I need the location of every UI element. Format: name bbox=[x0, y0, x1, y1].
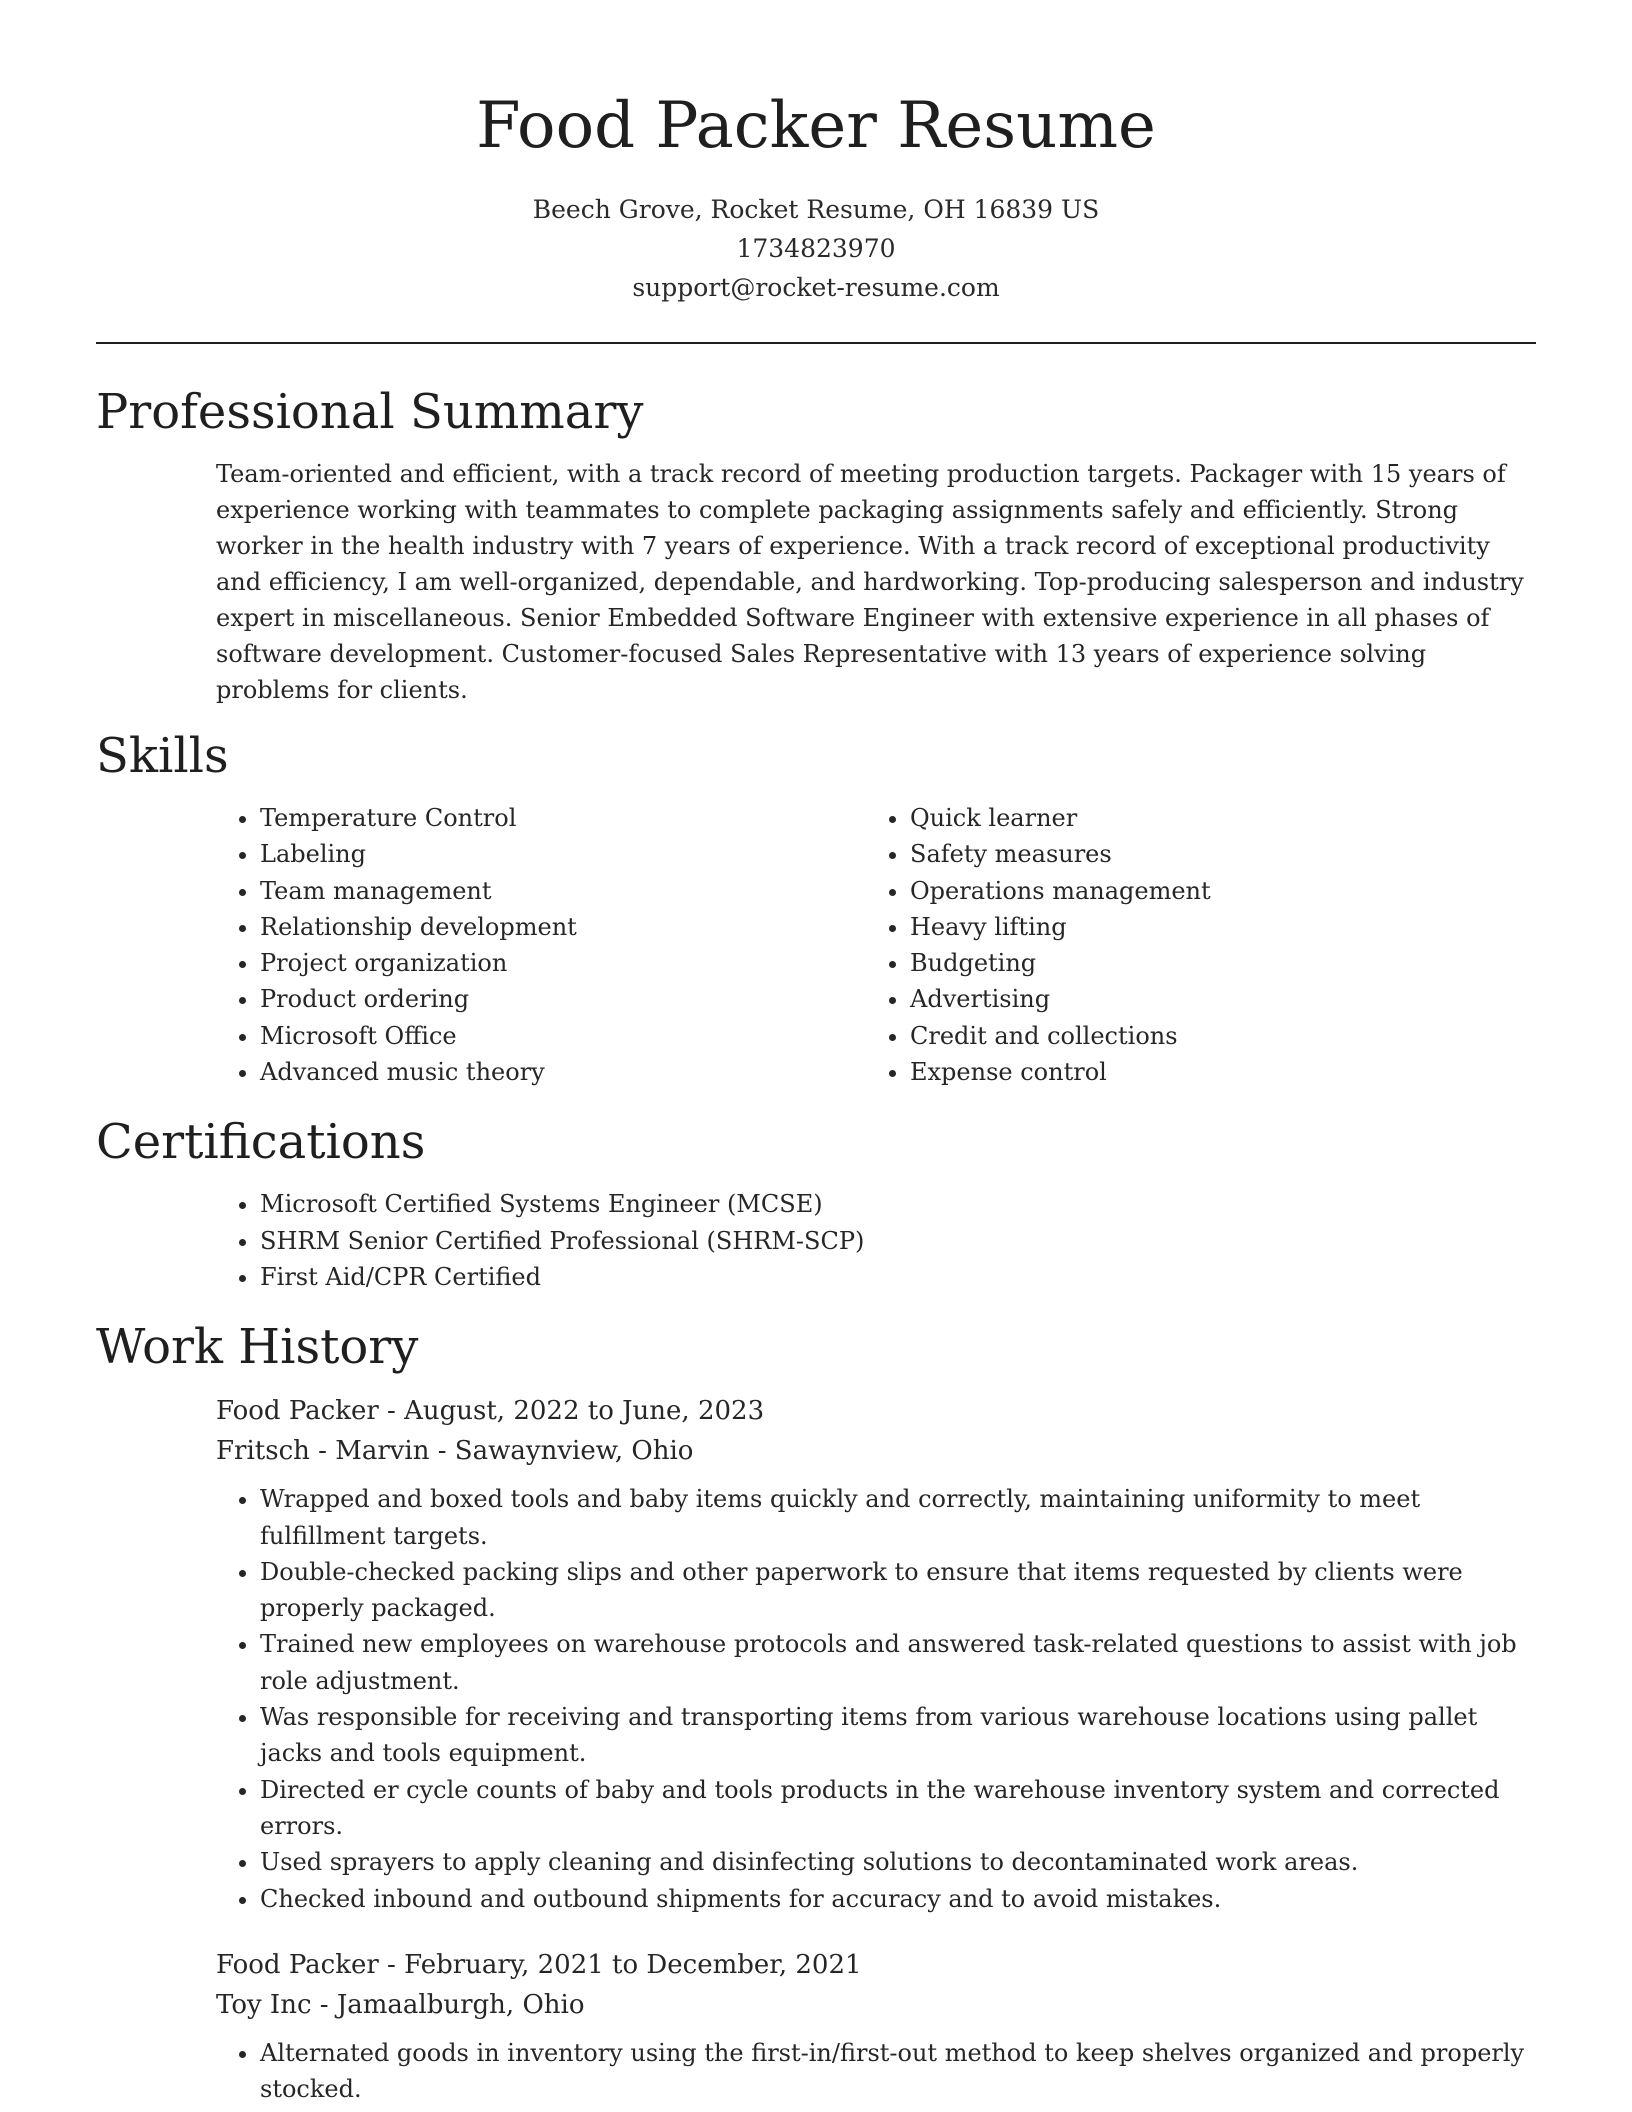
job-company-line: Fritsch - Marvin - Sawaynview, Ohio bbox=[216, 1436, 694, 1467]
skill-item: • Quick learner bbox=[910, 800, 1516, 836]
summary-text: Team-oriented and efficient, with a track record of meeting production targets. Packager with 15 years of experience working with teammates to complete packaging assignments safely and efficiently. Strong worker in the health industry with 7 years of experience. With a track record of exceptional productivity and efficiency, I am well-organized, dependable, and hardworking. Top-producing salesperson and industry expert in miscellaneous. Senior Embedded Software Engineer with extensive experience in all phases of software development. Customer-focused Sales Representative with 13 years of experience solving problems for clients. bbox=[216, 460, 1524, 704]
job-bullets bbox=[216, 1481, 1536, 1917]
work-history-heading: Work History bbox=[96, 1319, 419, 1376]
job-company-line: Toy Inc - Jamaalburgh, Ohio bbox=[216, 1989, 585, 2020]
skill-item: • Advertising bbox=[910, 981, 1516, 1017]
skill-item: • Team management bbox=[260, 873, 866, 909]
certification-item: • SHRM Senior Certified Professional (SHRM-SCP) bbox=[260, 1223, 1536, 1259]
resume-name: Food Packer Resume bbox=[476, 89, 1156, 163]
skills-section bbox=[96, 726, 1536, 1090]
job-bullets bbox=[216, 2035, 1536, 2108]
job-bullet: • Was responsible for receiving and transporting items from various warehouse locations using pallet jacks and tools equipment. bbox=[260, 1699, 1536, 1772]
job-bullet: • Wrapped and boxed tools and baby items quickly and correctly, maintaining uniformity to meet fulfillment targets. bbox=[260, 1481, 1536, 1554]
skills-grid bbox=[216, 800, 1536, 1090]
job-bullet: • Alternated goods in inventory using the first-in/first-out method to keep shelves organized and properly stocked. bbox=[260, 2035, 1536, 2108]
summary-heading: Professional Summary bbox=[96, 384, 644, 440]
contact-email: support@rocket-resume.com bbox=[632, 273, 1000, 302]
contact-address: Beech Grove, Rocket Resume, OH 16839 US bbox=[532, 195, 1100, 224]
skill-item: • Heavy lifting bbox=[910, 909, 1516, 945]
skill-item: • Project organization bbox=[260, 945, 866, 981]
skill-item: • Safety measures bbox=[910, 836, 1516, 872]
skill-item: • Microsoft Office bbox=[260, 1018, 866, 1054]
summary-section bbox=[96, 382, 1536, 708]
job-entry bbox=[216, 1945, 1536, 2108]
skill-item: • Credit and collections bbox=[910, 1018, 1516, 1054]
certifications-section bbox=[96, 1112, 1536, 1295]
header-divider bbox=[96, 342, 1536, 344]
work-history-section bbox=[96, 1317, 1536, 2107]
skill-item: • Temperature Control bbox=[260, 800, 866, 836]
skill-item: • Operations management bbox=[910, 873, 1516, 909]
skill-item: • Product ordering bbox=[260, 981, 866, 1017]
skill-item: • Relationship development bbox=[260, 909, 866, 945]
skill-item: • Budgeting bbox=[910, 945, 1516, 981]
certifications-heading: Certifications bbox=[96, 1114, 426, 1171]
job-bullet: • Used sprayers to apply cleaning and disinfecting solutions to decontaminated work areas. bbox=[260, 1844, 1536, 1880]
job-bullet: • Directed er cycle counts of baby and tools products in the warehouse inventory system and corrected errors. bbox=[260, 1772, 1536, 1845]
job-bullet: • Double-checked packing slips and other paperwork to ensure that items requested by clients were properly packaged. bbox=[260, 1554, 1536, 1627]
skills-column-left bbox=[216, 800, 866, 1090]
job-entry bbox=[216, 1391, 1536, 1917]
resume-page bbox=[96, 0, 1536, 2107]
skills-heading: Skills bbox=[96, 728, 229, 784]
job-bullet: • Trained new employees on warehouse protocols and answered task-related questions to assist with job role adjustment. bbox=[260, 1626, 1536, 1699]
contact-block bbox=[96, 190, 1536, 307]
skill-item: • Expense control bbox=[910, 1054, 1516, 1090]
certification-item: • Microsoft Certified Systems Engineer (MCSE) bbox=[260, 1186, 1536, 1222]
job-title-line: Food Packer - August, 2022 to June, 2023 bbox=[216, 1396, 765, 1427]
skill-item: • Labeling bbox=[260, 836, 866, 872]
job-bullet: • Checked inbound and outbound shipments for accuracy and to avoid mistakes. bbox=[260, 1881, 1536, 1917]
certifications-list bbox=[216, 1186, 1536, 1295]
certification-item: • First Aid/CPR Certified bbox=[260, 1259, 1536, 1295]
resume-header bbox=[96, 0, 1536, 307]
skill-item: • Advanced music theory bbox=[260, 1054, 866, 1090]
skills-column-right bbox=[866, 800, 1516, 1090]
job-title-line: Food Packer - February, 2021 to December, 2021 bbox=[216, 1949, 862, 1980]
contact-phone: 1734823970 bbox=[736, 234, 896, 263]
